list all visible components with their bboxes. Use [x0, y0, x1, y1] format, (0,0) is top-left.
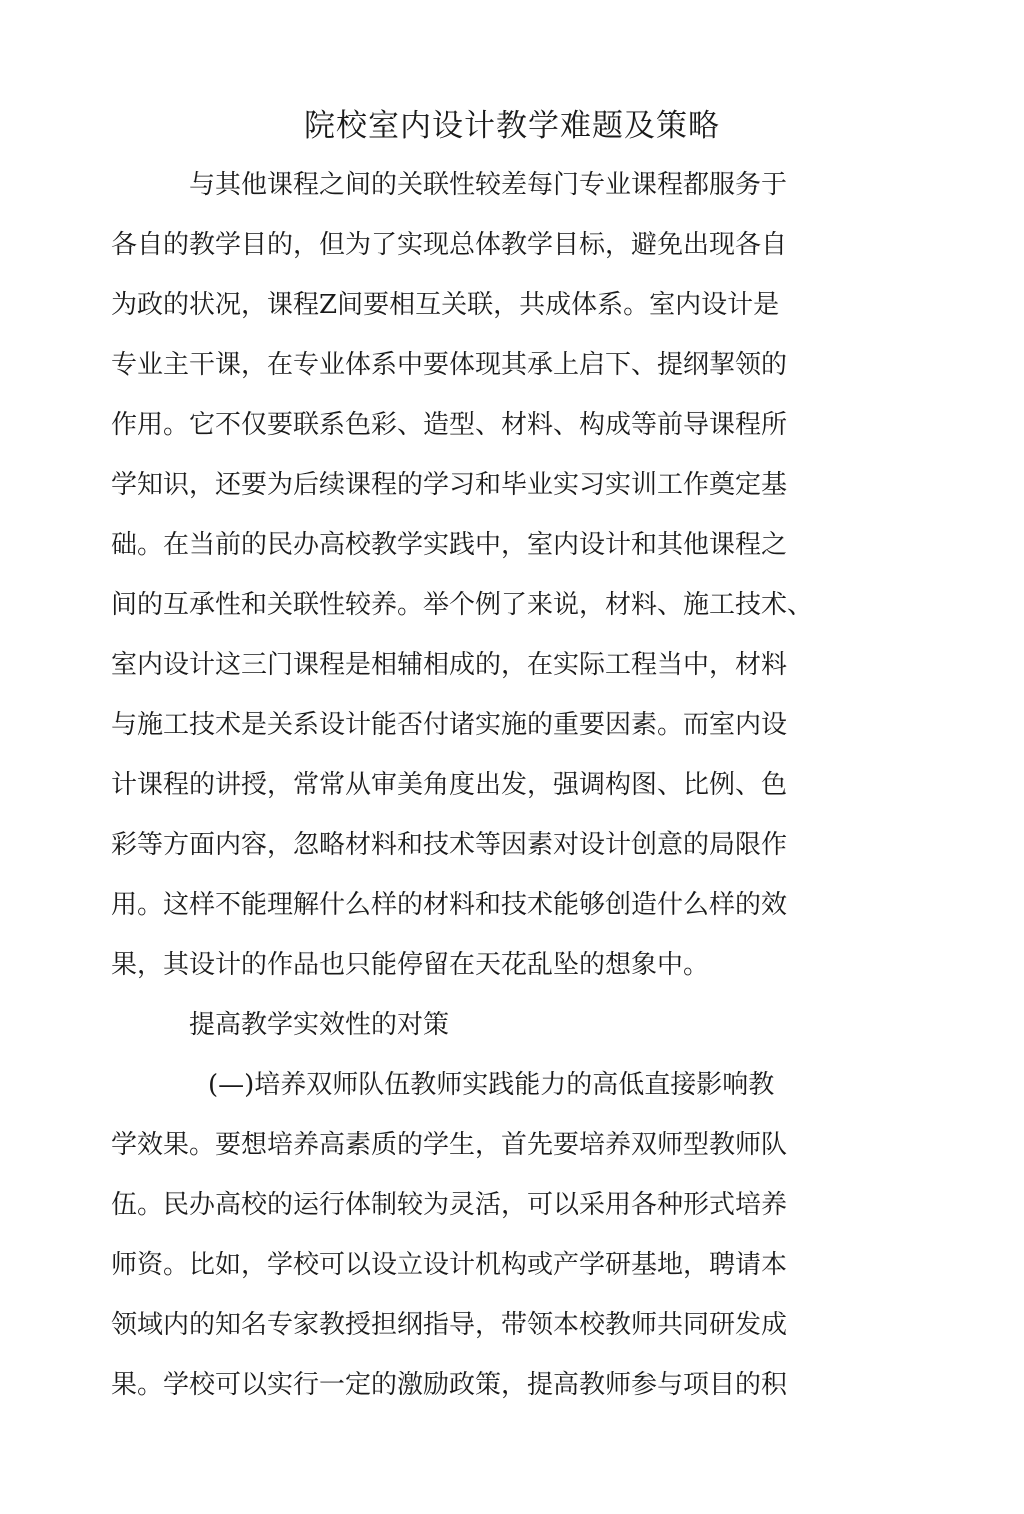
paragraph-line: 专业主干课，在专业体系中要体现其承上启下、提纲挈领的 [111, 350, 788, 380]
paragraph-line: 础。在当前的民办高校教学实践中，室内设计和其他课程之 [111, 530, 788, 560]
paragraph-line: 彩等方面内容，忽略材料和技术等因素对设计创意的局限作 [111, 830, 788, 860]
paragraph-line: 作用。它不仅要联系色彩、造型、材料、构成等前导课程所 [111, 410, 788, 440]
paragraph-line: 室内设计这三门课程是相辅相成的，在实际工程当中，材料 [111, 650, 788, 680]
paragraph-line: (—)培养双师队伍教师实践能力的高低直接影响教 [208, 1070, 775, 1100]
section-heading: 提高教学实效性的对策 [189, 1010, 450, 1040]
paragraph-line: 果。学校可以实行一定的激励政策，提高教师参与项目的积 [111, 1370, 788, 1400]
paragraph-line: 果，其设计的作品也只能停留在天花乱坠的想象中。 [111, 950, 710, 980]
paragraph-line: 用。这样不能理解什么样的材料和技术能够创造什么样的效 [111, 890, 788, 920]
paragraph-line: 计课程的讲授，常常从审美角度出发，强调构图、比例、色 [111, 770, 788, 800]
paragraph-line: 学知识，还要为后续课程的学习和毕业实习实训工作奠定基 [111, 470, 788, 500]
paragraph-line: 间的互承性和关联性较养。举个例了来说，材料、施工技术、 [111, 590, 814, 620]
document-title: 院校室内设计教学难题及策略 [304, 108, 720, 144]
paragraph-line: 各自的教学目的，但为了实现总体教学目标，避免出现各自 [111, 230, 788, 260]
paragraph-line: 与施工技术是关系设计能否付诸实施的重要因素。而室内设 [111, 710, 788, 740]
paragraph-line: 与其他课程之间的关联性较差每门专业课程都服务于 [189, 170, 788, 200]
paragraph-line: 师资。比如，学校可以设立设计机构或产学研基地，聘请本 [111, 1250, 788, 1280]
paragraph-line: 学效果。要想培养高素质的学生，首先要培养双师型教师队 [111, 1130, 788, 1160]
paragraph-line: 伍。民办高校的运行体制较为灵活，可以采用各种形式培养 [111, 1190, 788, 1220]
paragraph-line: 为政的状况，课程Z间要相互关联，共成体系。室内设计是 [111, 290, 780, 320]
paragraph-line: 领域内的知名专家教授担纲指导，带领本校教师共同研发成 [111, 1310, 788, 1340]
